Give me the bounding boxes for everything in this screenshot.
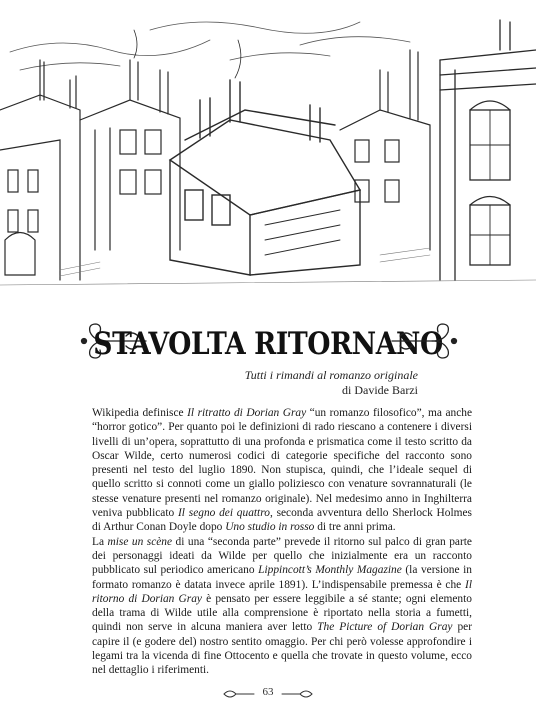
page-title: STAVOLTA RITORNANO — [93, 326, 443, 362]
italic-title-run: Lippincott’s Monthly Magazine — [258, 564, 402, 577]
subtitle — [245, 368, 418, 398]
italic-title-run: Uno studio in rosso — [225, 521, 315, 534]
page-number: 63 — [262, 686, 274, 698]
author-line: di Davide Barzi — [342, 383, 418, 397]
text-run: è pensato per essere leggibile a sé stante; ogni elemento della trama di Wilde utile alla comprensione è riportato nella storia a fumetti, quindi non serve in alcuna maniera aver letto — [92, 592, 472, 634]
italic-title-run: The Picture of Dorian Gray — [317, 621, 453, 634]
text-run: per capire il (e godere del) nostro sentito omaggio. Per chi però volesse approfondire i legami tra la vicenda di fine Ottocento e quella che trovate in questo volume, ecco nel dettaglio i riferimenti. — [92, 621, 472, 677]
text-run: “un romanzo filosofico”, ma anche “horror gotico”. Per quanto poi le definizioni di rado riescano a contenere i diversi livelli di un’opera, soprattutto di una profonda e prismatica come il testo scritto da Oscar Wilde, certo numerosi codici di categorie specifiche del racconto sono presenti nel testo del luglio 1890. Non stupisca, quindi, che l’ideale sequel di quello scritto si connoti come un giallo poliziesco con venature sovrannaturali (le stesse venature presenti nel romanzo originale). Nel medesimo anno in Inghilterra veniva pubblicato — [92, 407, 472, 520]
text-run: (la versione in formato romanzo è datata invece aprile 1891). L’indispensabile premessa è che — [92, 564, 472, 591]
title-row — [0, 316, 536, 366]
paragraph — [92, 406, 472, 535]
italic-title-run: Il ritratto di Dorian Gray — [187, 407, 307, 419]
page-footer — [0, 682, 536, 706]
paragraph — [92, 535, 472, 678]
rooftops-illustration — [0, 0, 536, 300]
article-body — [92, 406, 472, 678]
text-run: La — [92, 535, 108, 548]
text-run: di una “seconda parte” prevede il ritorno sul palco di gran parte dei personaggi ideati da Wilde per quello che inizialmente era un racconto pubblicato sul periodico americano — [92, 535, 472, 577]
subtitle-line: Tutti i rimandi al romanzo originale — [244, 368, 418, 382]
text-run: , seconda avventura dello Sherlock Holmes di Arthur Conan Doyle dopo — [92, 507, 472, 534]
text-run: di tre anni prima. — [314, 521, 396, 534]
italic-title-run: Il segno dei quattro — [178, 507, 270, 520]
right-flourish-icon — [390, 316, 462, 366]
italic-title-run: Il ritorno di Dorian Gray — [92, 578, 472, 605]
text-run: Wikipedia definisce — [92, 407, 188, 419]
italic-title-run: mise un scène — [107, 535, 173, 548]
